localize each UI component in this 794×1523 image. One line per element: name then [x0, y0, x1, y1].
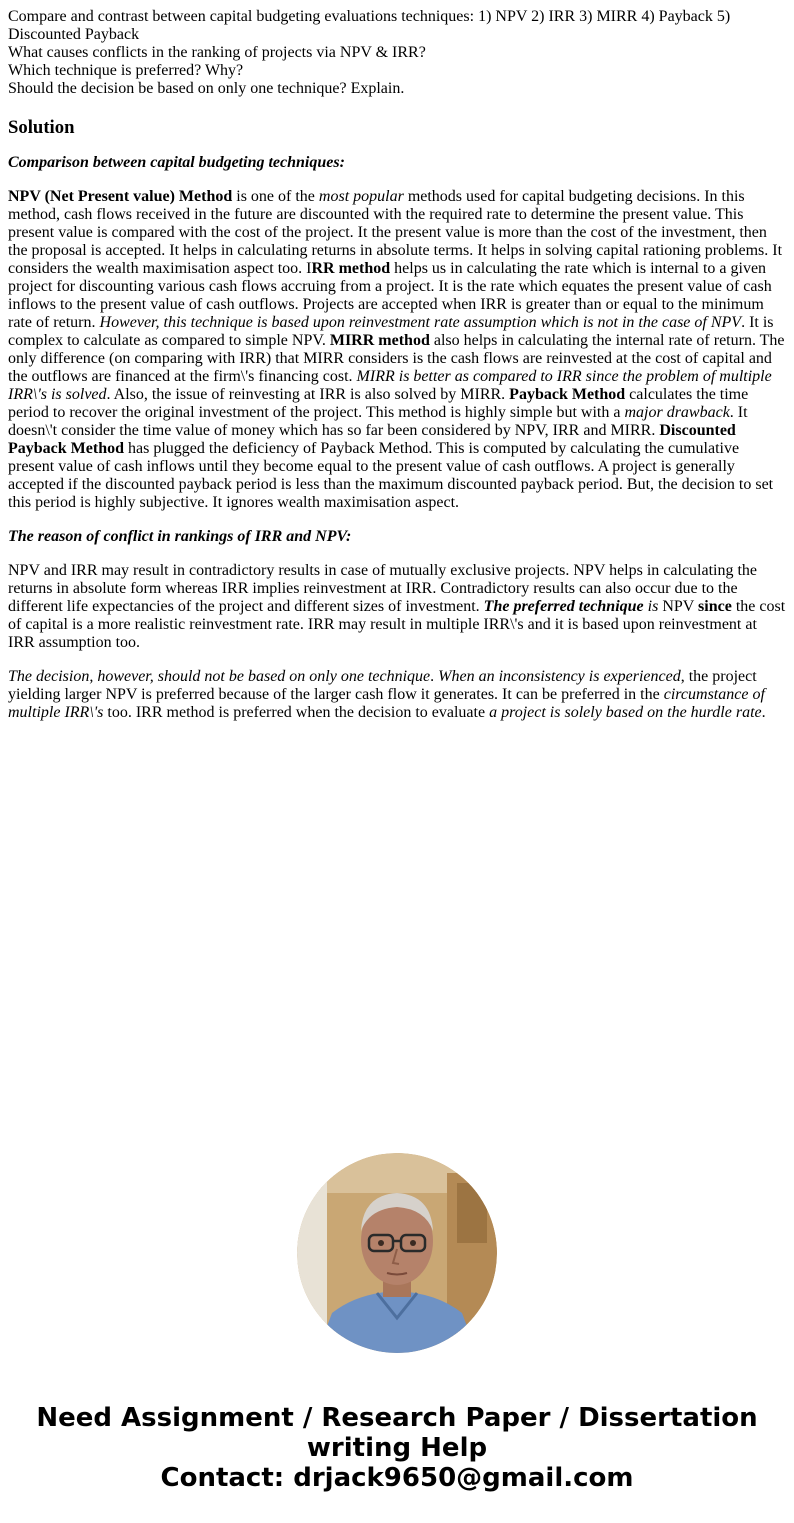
emphasis: most popular — [318, 188, 404, 205]
footer-banner — [0, 1403, 794, 1493]
footer-line: Need Assignment / Research Paper / Dissertation — [36, 1403, 758, 1433]
question-line: Should the decision be based on only one technique? Explain. — [8, 80, 405, 97]
emphasis: a project is solely based on the hurdle rate — [489, 704, 762, 721]
question-line: Which technique is preferred? Why? — [8, 62, 244, 79]
document-body — [8, 8, 786, 722]
emphasis: However, this technique is based upon reinvestment rate assumption which is not in the case of NPV — [99, 314, 742, 331]
question-block — [8, 8, 786, 98]
emphasis: circumstance of multiple IRR\'s — [8, 686, 765, 721]
decision-paragraph: The decision, however, should not be based on only one technique. When an inconsistency is experienced, the project yielding larger NPV is preferred because of the larger cash flow it generates. It can be preferred in the circumstance of multiple IRR\'s too. IRR method is preferred when the decision to evaluate a project is solely based on the hurdle rate. — [8, 668, 766, 721]
payback-term: Payback Method — [509, 386, 626, 403]
question-line: Compare and contrast between capital budgeting evaluations techniques: 1) NPV 2) IRR 3) MIRR 4) Payback 5) Discounted Payback — [8, 8, 731, 43]
avatar — [297, 1153, 497, 1353]
comparison-paragraph: NPV (Net Present value) Method is one of the most popular methods used for capital budgeting decisions. In this method, cash flows received in the future are discounted with the required rate to determine the present value. This present value is compared with the cost of the project. It the present value is more than the cost of the investment, then the proposal is accepted. It helps in calculating returns in absolute terms. It helps in solving capital rationing problems. It considers the wealth maximisation aspect too. IRR method helps us in calculating the rate which is internal to a given project for discounting various cash flows accruing from a project. It is the rate which equates the present value of cash inflows to the present value of cash outflows. Projects are accepted when IRR is greater than or equal to the minimum rate of return. However, this technique is based upon reinvestment rate assumption which is not in the case of NPV. It is complex to calculate as compared to simple NPV. MIRR method also helps in calculating the internal rate of return. The only difference (on comparing with IRR) that MIRR considers is the cash flows are reinvested at the cost of capital and the outflows are financed at the firm\'s financing cost. MIRR is better as compared to IRR since the problem of multiple IRR\'s is solved. Also, the issue of reinvesting at IRR is also solved by MIRR. Payback Method calculates the time period to recover the original investment of the project. This method is highly simple but with a major drawback. It doesn\'t consider the time value of money which has so far been considered by NPV, IRR and MIRR. Discounted Payback Method has plugged the deficiency of Payback Method. This is computed by calculating the cumulative present value of cash inflows until they become equal to the present value of cash outflows. A project is generally accepted if the discounted payback period is less than the maximum discounted payback period. But, the decision to set this period is highly subjective. It ignores wealth maximisation aspect. — [8, 188, 785, 511]
irr-term: RR method — [311, 260, 391, 277]
solution-heading: Solution — [8, 117, 75, 138]
emphasis: The decision, however, should not be based on only one technique — [8, 668, 431, 685]
question-line: What causes conflicts in the ranking of projects via NPV & IRR? — [8, 44, 426, 61]
footer-contact: Contact: drjack9650@gmail.com — [160, 1463, 634, 1493]
mirr-term: MIRR method — [329, 332, 430, 349]
npv-term: NPV (Net Present value) Method — [8, 188, 233, 205]
person-portrait-icon — [297, 1153, 497, 1353]
emphasis: MIRR is better as compared to IRR since the problem of multiple IRR\'s is solved — [8, 368, 772, 403]
conflict-heading: The reason of conflict in rankings of IRR and NPV: — [8, 528, 352, 545]
emphasis: major drawback — [624, 404, 730, 421]
preferred-technique-label: The preferred technique — [483, 598, 644, 615]
footer-line: writing Help — [306, 1433, 488, 1463]
emphasis: When an inconsistency is experienced — [438, 668, 681, 685]
conflict-paragraph: NPV and IRR may result in contradictory results in case of mutually exclusive projects. NPV helps in calculating the returns in absolute form whereas IRR implies reinvestment at IRR. Contradictory results can also occur due to the different life expectancies of the project and different sizes of investment. The preferred technique is NPV since the cost of capital is a more realistic reinvestment rate. IRR may result in multiple IRR\'s and it is based upon reinvestment at IRR assumption too. — [8, 562, 786, 651]
discounted-payback-term: Discounted Payback Method — [8, 422, 736, 457]
comparison-heading: Comparison between capital budgeting techniques: — [8, 154, 345, 171]
